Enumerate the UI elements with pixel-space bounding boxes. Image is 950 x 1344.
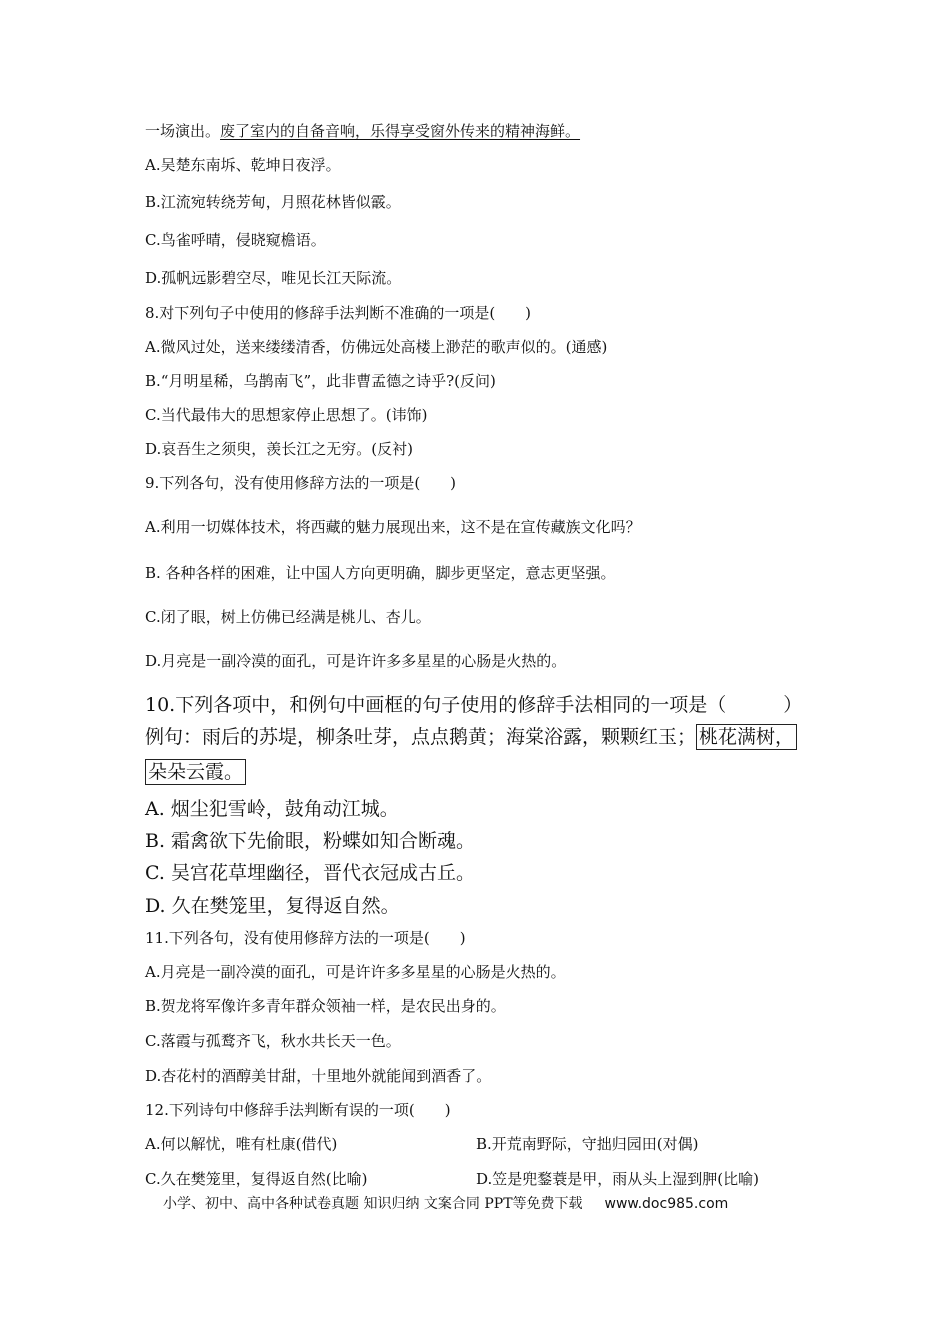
q10-example-prefix: 例句：雨后的苏堤，柳条吐芽，点点鹅黄；海棠浴露，颗颗红玉； xyxy=(145,726,697,748)
q11-option-c: C.落霞与孤鹜齐飞，秋水共长天一色。 xyxy=(145,1032,401,1050)
q8-option-b: B.“月明星稀，乌鹊南飞”，此非曹孟德之诗乎?(反问) xyxy=(145,372,496,390)
q10-option-c: C. 吴宫花草埋幽径，晋代衣冠成古丘。 xyxy=(145,862,475,884)
q11-option-b: B.贺龙将军像许多青年群众领袖一样，是农民出身的。 xyxy=(145,997,506,1015)
q10-option-b: B. 霜禽欲下先偷眼，粉蝶如知合断魂。 xyxy=(145,830,476,852)
q12-option-a: A.何以解忧，唯有杜康(借代) xyxy=(145,1135,338,1153)
q7-option-b: B.江流宛转绕芳甸，月照花林皆似霰。 xyxy=(145,193,401,211)
q8-option-a: A.微风过处，送来缕缕清香，仿佛远处高楼上渺茫的歌声似的。(通感) xyxy=(145,338,608,356)
footer-url: www.doc985.com xyxy=(604,1196,729,1212)
q8-stem: 8.对下列句子中使用的修辞手法判断不准确的一项是( ) xyxy=(145,304,532,322)
q7-option-c: C.鸟雀呼晴，侵晓窥檐语。 xyxy=(145,231,326,249)
intro-lead: 一场演出。 xyxy=(145,122,221,140)
q9-stem: 9.下列各句，没有使用修辞方法的一项是( ) xyxy=(145,474,457,492)
q9-option-c: C.闭了眼，树上仿佛已经满是桃儿、杏儿。 xyxy=(145,608,431,626)
q7-option-d: D.孤帆远影碧空尽，唯见长江天际流。 xyxy=(145,269,402,287)
q9-option-b: B. 各种各样的困难，让中国人方向更明确，脚步更坚定，意志更坚强。 xyxy=(145,564,616,582)
intro-line xyxy=(145,120,580,141)
q11-option-d: D.杏花村的酒醇美甘甜，十里地外就能闻到酒香了。 xyxy=(145,1067,492,1085)
q9-option-d: D.月亮是一副冷漠的面孔，可是许许多多星星的心肠是火热的。 xyxy=(145,652,567,670)
q10-stem: 10.下列各项中，和例句中画框的句子使用的修辞手法相同的一项是（ ） xyxy=(145,694,803,716)
footer-text: 小学、初中、高中各种试卷真题 知识归纳 文案合同 PPT等免费下载 xyxy=(163,1196,583,1212)
q12-option-c: C.久在樊笼里，复得返自然(比喻) xyxy=(145,1170,368,1188)
q8-option-d: D.哀吾生之须臾，羡长江之无穷。(反衬) xyxy=(145,440,413,458)
q12-option-b: B.开荒南野际，守拙归园田(对偶) xyxy=(476,1135,699,1153)
intro-underlined-sentence: 废了室内的自备音响，乐得享受窗外传来的精神海鲜。 xyxy=(220,122,581,140)
q10-example-line xyxy=(145,722,797,749)
q12-stem: 12.下列诗句中修辞手法判断有误的一项( ) xyxy=(145,1101,451,1119)
q8-option-c: C.当代最伟大的思想家停止思想了。(讳饰) xyxy=(145,406,428,424)
q12-option-d: D.笠是兜鍪蓑是甲，雨从头上湿到胛(比喻) xyxy=(476,1170,759,1188)
q9-option-a: A.利用一切媒体技术，将西藏的魅力展现出来，这不是在宣传藏族文化吗？ xyxy=(145,518,641,536)
q10-option-a: A. 烟尘犯雪岭，鼓角动江城。 xyxy=(145,798,399,820)
page-footer xyxy=(163,1193,728,1213)
q11-stem: 11.下列各句，没有使用修辞方法的一项是( ) xyxy=(145,929,466,947)
q7-option-a: A.吴楚东南坼、乾坤日夜浮。 xyxy=(145,156,341,174)
q10-example-line-2 xyxy=(145,757,246,784)
q10-boxed-sentence-part1: 桃花满树， xyxy=(696,724,797,750)
q10-option-d: D. 久在樊笼里，复得返自然。 xyxy=(145,895,400,917)
q10-boxed-sentence-part2: 朵朵云霞。 xyxy=(145,759,246,785)
q11-option-a: A.月亮是一副冷漠的面孔，可是许许多多星星的心肠是火热的。 xyxy=(145,963,566,981)
